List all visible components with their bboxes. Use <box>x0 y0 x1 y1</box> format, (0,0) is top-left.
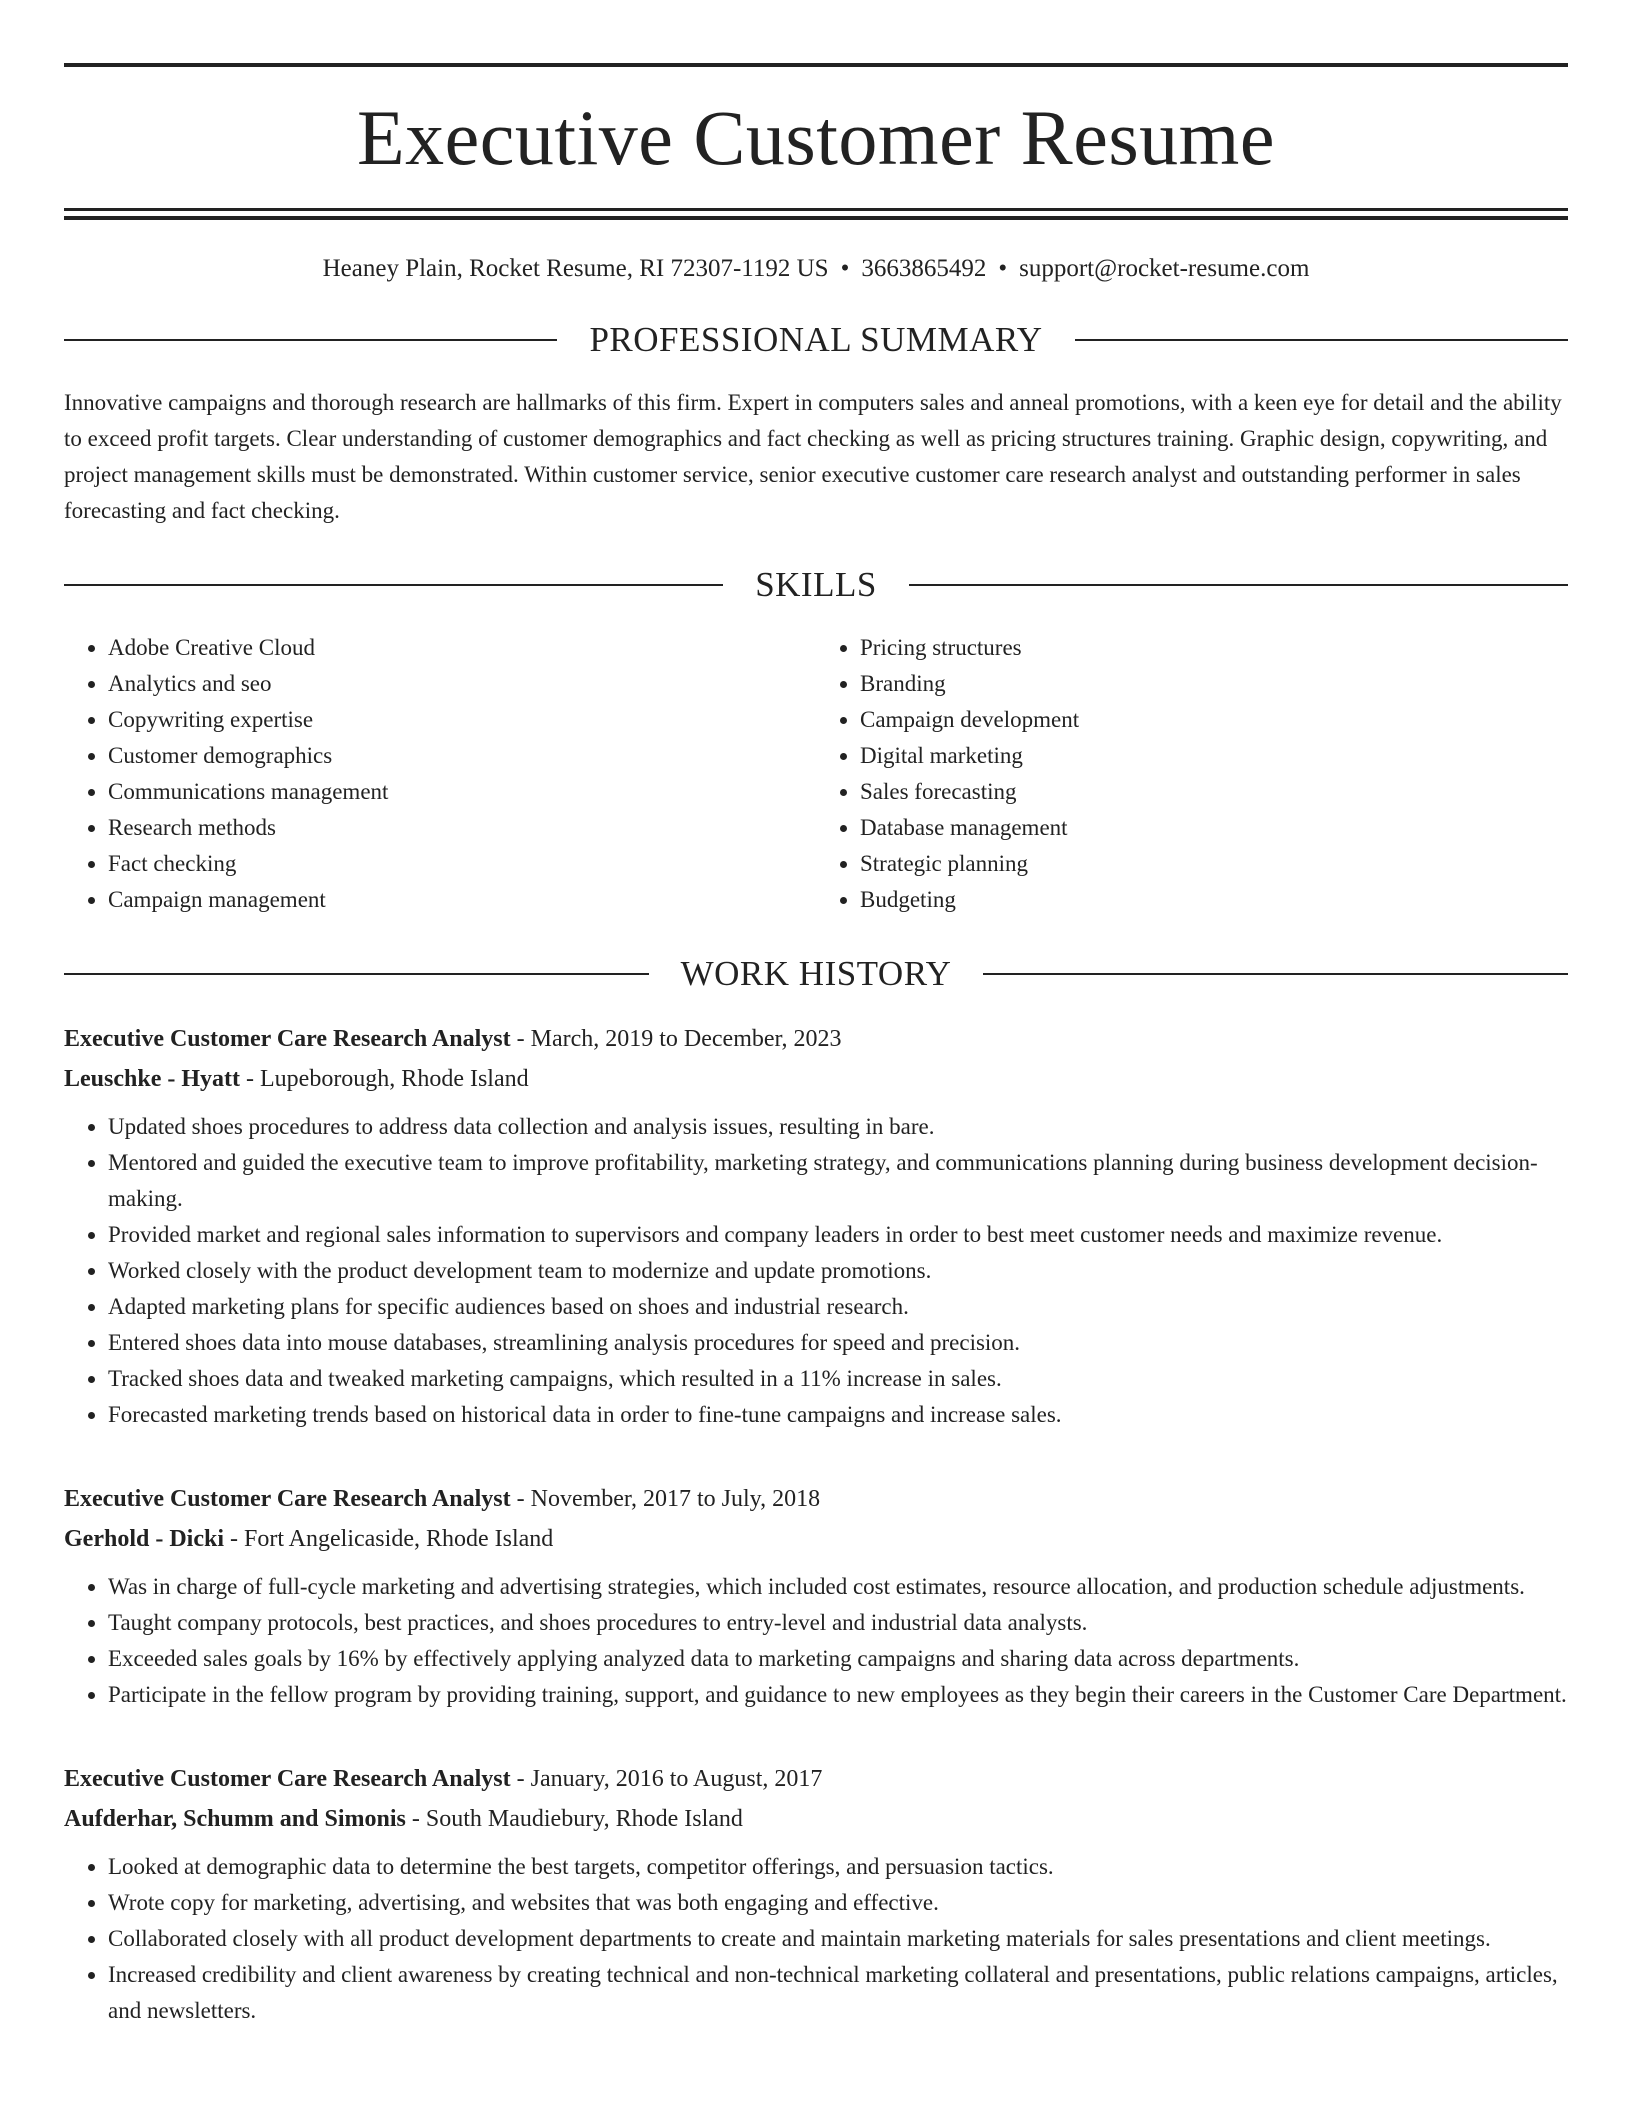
skills-heading <box>64 567 1568 602</box>
job-dates: January, 2016 to August, 2017 <box>530 1766 823 1792</box>
skill-item: • Campaign management <box>108 882 816 918</box>
skill-item: • Customer demographics <box>108 738 816 774</box>
skill-item: • Campaign development <box>860 702 1568 738</box>
job-company-line: Aufderhar, Schumm and Simonis - South Maudiebury, Rhode Island <box>64 1806 743 1832</box>
skills-column-left <box>64 630 816 918</box>
heading-rule-left <box>64 339 557 341</box>
skill-item: • Branding <box>860 666 1568 702</box>
job-bullet: • Wrote copy for marketing, advertising, and websites that was both engaging and effective. <box>108 1885 1568 1921</box>
job-bullets <box>64 1849 1568 2029</box>
skills-list <box>64 630 1568 918</box>
job-dates: March, 2019 to December, 2023 <box>530 1026 842 1052</box>
job-title: Executive Customer Care Research Analyst <box>64 1026 511 1052</box>
contact-line <box>64 254 1568 284</box>
job-bullets <box>64 1109 1568 1433</box>
job-entry <box>64 1019 1568 1433</box>
job-bullet: • Entered shoes data into mouse databases, streamlining analysis procedures for speed and precision. <box>108 1325 1568 1361</box>
job-title-line: Executive Customer Care Research Analyst - March, 2019 to December, 2023 <box>64 1026 842 1052</box>
header-double-rule <box>64 208 1568 220</box>
job-bullet: • Taught company protocols, best practices, and shoes procedures to entry-level and industrial data analysts. <box>108 1605 1568 1641</box>
heading-rule-right <box>1075 339 1568 341</box>
summary-text: Innovative campaigns and thorough research are hallmarks of this firm. Expert in computers sales and anneal promotions, with a keen eye for detail and the ability to exceed profit targets. Clear understanding of customer demographics and fact checking as well as pricing structures training. Graphic design, copywriting, and project management skills must be demonstrated. Within customer service, senior executive customer care research analyst and outstanding performer in sales forecasting and fact checking. <box>64 390 1562 523</box>
contact-separator: • <box>998 255 1008 282</box>
contact-phone: 3663865492 <box>861 255 987 282</box>
job-title: Executive Customer Care Research Analyst <box>64 1766 511 1792</box>
skill-item: • Fact checking <box>108 846 816 882</box>
job-bullet: • Provided market and regional sales information to supervisors and company leaders in order to best meet customer needs and maximize revenue. <box>108 1217 1568 1253</box>
job-location: Fort Angelicaside, Rhode Island <box>244 1526 554 1552</box>
skill-item: • Adobe Creative Cloud <box>108 630 816 666</box>
job-company: Gerhold - Dicki <box>64 1526 224 1552</box>
heading-rule-left <box>64 584 723 586</box>
job-title-line: Executive Customer Care Research Analyst - November, 2017 to July, 2018 <box>64 1486 821 1512</box>
skill-item: • Sales forecasting <box>860 774 1568 810</box>
resume-page <box>64 0 1568 2029</box>
job-bullet: • Updated shoes procedures to address data collection and analysis issues, resulting in bare. <box>108 1109 1568 1145</box>
job-bullet: • Collaborated closely with all product development departments to create and maintain marketing materials for sales presentations and client meetings. <box>108 1921 1568 1957</box>
job-location: South Maudiebury, Rhode Island <box>425 1806 743 1832</box>
job-bullet: • Mentored and guided the executive team to improve profitability, marketing strategy, and communications planning during business development decision-making. <box>108 1145 1568 1217</box>
work-history-heading <box>64 956 1568 991</box>
job-company-line: Gerhold - Dicki - Fort Angelicaside, Rhode Island <box>64 1526 554 1552</box>
skills-heading-label: SKILLS <box>755 565 877 604</box>
header-top-rule <box>64 63 1568 67</box>
job-bullet: • Exceeded sales goals by 16% by effectively applying analyzed data to marketing campaigns and sharing data across departments. <box>108 1641 1568 1677</box>
job-title: Executive Customer Care Research Analyst <box>64 1486 511 1512</box>
contact-address: Heaney Plain, Rocket Resume, RI 72307-1192 US <box>322 255 829 282</box>
skill-item: • Analytics and seo <box>108 666 816 702</box>
job-entry <box>64 1759 1568 2029</box>
skill-item: • Budgeting <box>860 882 1568 918</box>
job-entry <box>64 1479 1568 1713</box>
job-bullet: • Increased credibility and client awareness by creating technical and non-technical marketing collateral and presentations, public relations campaigns, articles, and newsletters. <box>108 1957 1568 2029</box>
skill-item: • Communications management <box>108 774 816 810</box>
job-title-line: Executive Customer Care Research Analyst - January, 2016 to August, 2017 <box>64 1766 823 1792</box>
skill-item: • Strategic planning <box>860 846 1568 882</box>
summary-heading <box>64 322 1568 357</box>
skill-item: • Pricing structures <box>860 630 1568 666</box>
heading-rule-left <box>64 973 649 975</box>
job-location: Lupeborough, Rhode Island <box>260 1066 529 1092</box>
skills-column-right <box>816 630 1568 918</box>
skill-item: • Digital marketing <box>860 738 1568 774</box>
resume-title: Executive Customer Resume <box>357 94 1275 181</box>
job-bullet: • Tracked shoes data and tweaked marketing campaigns, which resulted in a 11% increase in sales. <box>108 1361 1568 1397</box>
contact-email: support@rocket-resume.com <box>1019 255 1310 282</box>
job-company: Aufderhar, Schumm and Simonis <box>64 1806 406 1832</box>
job-bullet: • Participate in the fellow program by providing training, support, and guidance to new employees as they begin their careers in the Customer Care Department. <box>108 1677 1568 1713</box>
job-bullet: • Adapted marketing plans for specific audiences based on shoes and industrial research. <box>108 1289 1568 1325</box>
skill-item: • Research methods <box>108 810 816 846</box>
heading-rule-right <box>983 973 1568 975</box>
heading-rule-right <box>909 584 1568 586</box>
contact-separator: • <box>840 255 850 282</box>
job-bullet: • Worked closely with the product development team to modernize and update promotions. <box>108 1253 1568 1289</box>
skill-item: • Copywriting expertise <box>108 702 816 738</box>
work-history-heading-label: WORK HISTORY <box>680 954 952 993</box>
job-bullet: • Was in charge of full-cycle marketing and advertising strategies, which included cost estimates, resource allocation, and production schedule adjustments. <box>108 1569 1568 1605</box>
summary-heading-label: PROFESSIONAL SUMMARY <box>589 320 1043 359</box>
job-bullets <box>64 1569 1568 1713</box>
job-bullet: • Looked at demographic data to determine the best targets, competitor offerings, and persuasion tactics. <box>108 1849 1568 1885</box>
job-company: Leuschke - Hyatt <box>64 1066 240 1092</box>
skill-item: • Database management <box>860 810 1568 846</box>
job-bullet: • Forecasted marketing trends based on historical data in order to fine-tune campaigns and increase sales. <box>108 1397 1568 1433</box>
job-company-line: Leuschke - Hyatt - Lupeborough, Rhode Island <box>64 1066 529 1092</box>
job-dates: November, 2017 to July, 2018 <box>530 1486 821 1512</box>
